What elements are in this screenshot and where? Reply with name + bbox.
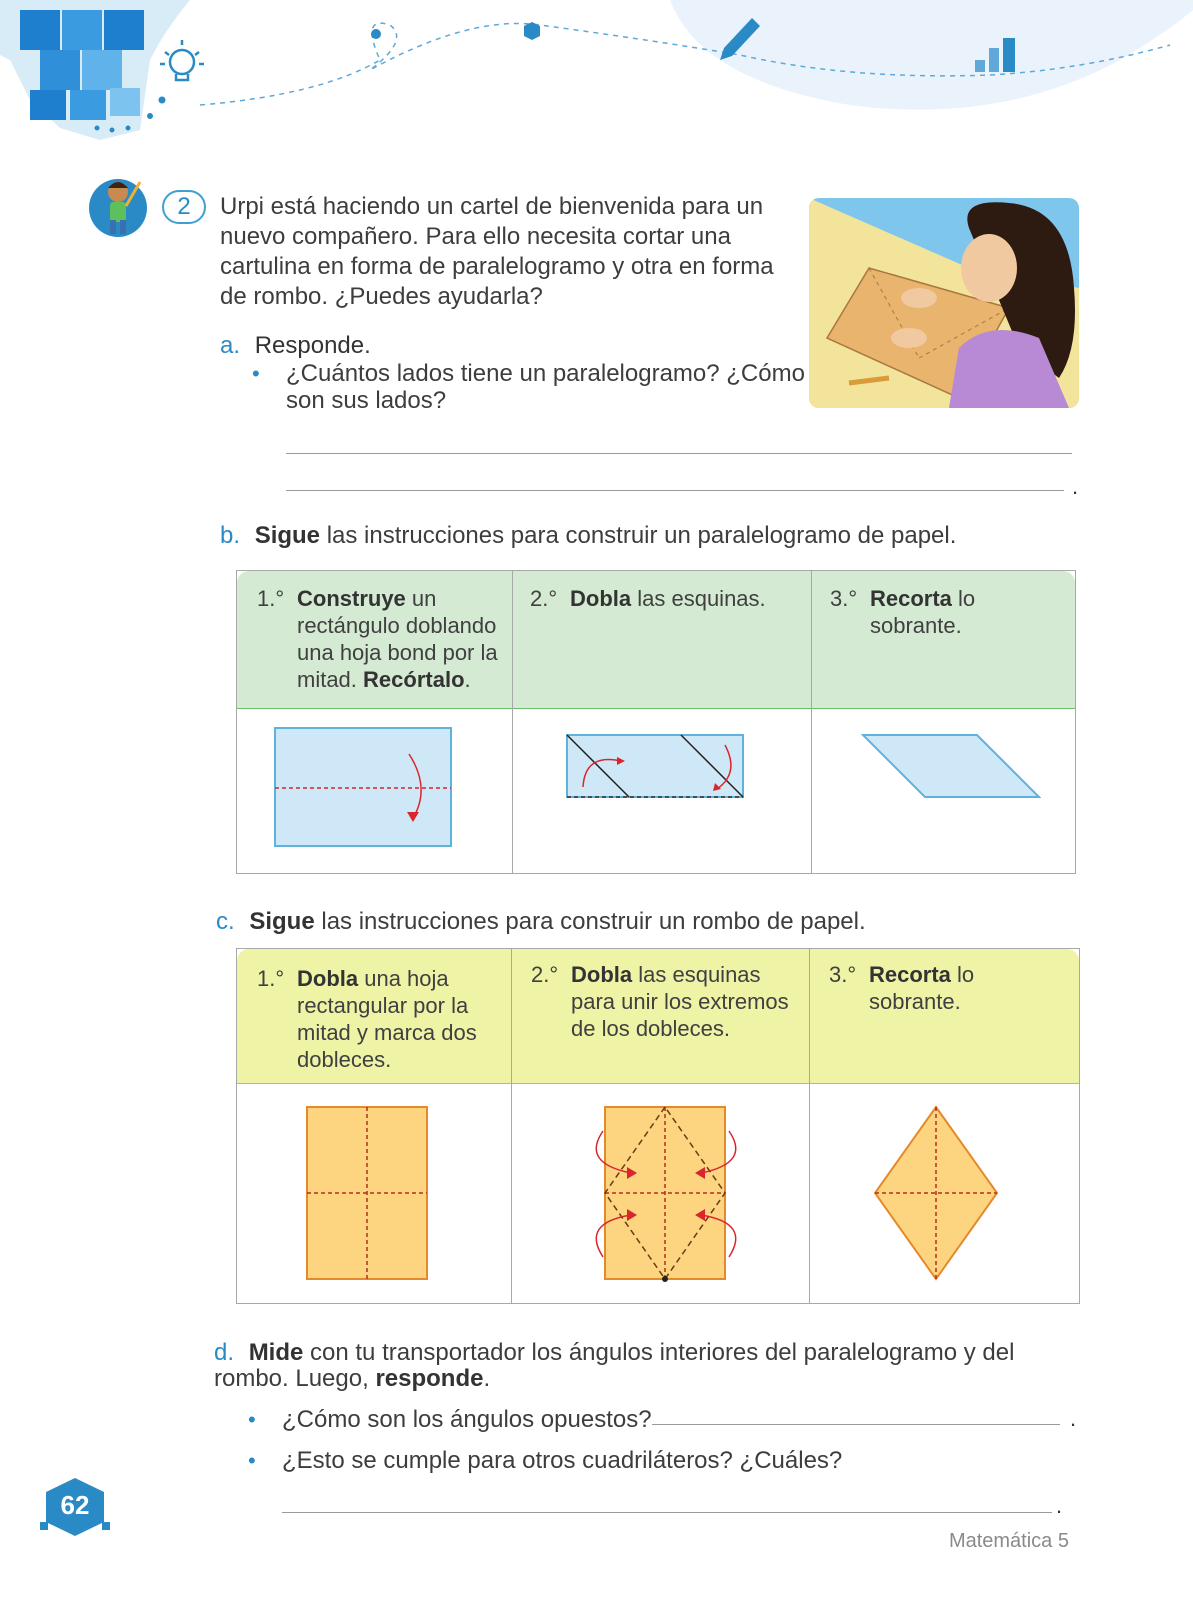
row-divider (237, 1083, 1079, 1084)
step-b1-ordinal: 1.° (257, 586, 285, 611)
answer-line-d1[interactable] (652, 1424, 1060, 1425)
step-b2-text: las esquinas. (631, 586, 766, 611)
rhombus-result-diagram (873, 1103, 999, 1283)
column-divider (811, 571, 812, 873)
step-c3-verb: Recorta (869, 962, 951, 987)
rhombus-steps-table (236, 948, 1080, 1304)
girl-folding-paper-illustration (809, 198, 1079, 408)
step-b1-verb: Construye (297, 586, 406, 611)
part-d-verb2: responde (375, 1365, 484, 1392)
step-c2-ordinal: 2.° (531, 962, 559, 987)
folded-corners-rhombus-diagram (567, 1103, 763, 1283)
bullet-icon: • (248, 1448, 256, 1473)
book-title-footer: Matemática 5 (948, 1530, 1069, 1552)
answer-period-d1: . (1070, 1406, 1077, 1431)
step-c1 (257, 965, 507, 1073)
bullet-icon: • (252, 361, 260, 386)
part-d-end: . (483, 1365, 491, 1392)
row-divider (237, 708, 1075, 709)
part-d-question-2 (248, 1447, 882, 1474)
step-c3-ordinal: 3.° (829, 962, 857, 987)
folded-sheet-diagram (305, 1105, 429, 1281)
step-c3-text: lo sobrante. (869, 962, 975, 1014)
part-d-text: con tu transportador los ángulos interiores del paralelogramo y del rombo. Luego, (214, 1339, 1015, 1392)
part-d-verb: Mide (248, 1339, 304, 1366)
step-c1-ordinal: 1.° (257, 966, 285, 991)
answer-line-a2[interactable] (286, 490, 1064, 491)
part-c-heading (216, 908, 866, 936)
folded-corners-diagram (565, 733, 747, 803)
part-b-heading (220, 522, 956, 550)
step-b3-ordinal: 3.° (830, 586, 858, 611)
step-c3 (829, 961, 1069, 1015)
answer-line-a1[interactable] (286, 453, 1072, 454)
column-divider (809, 949, 810, 1303)
parallelogram-steps-table (236, 570, 1076, 874)
step-c2 (531, 961, 801, 1042)
part-b-verb: Sigue (254, 522, 321, 549)
part-c-letter: c. (216, 908, 235, 935)
step-b2 (530, 585, 800, 612)
part-d-question-1-text: ¿Cómo son los ángulos opuestos? (282, 1406, 652, 1433)
answer-period-a: . (1072, 474, 1079, 499)
bullet-icon: • (248, 1407, 256, 1432)
part-a-question-text: ¿Cuántos lados tiene un paralelogramo? ¿Cómo son sus lados? (286, 360, 805, 414)
parallelogram-result-diagram (861, 733, 1043, 803)
part-c-text: las instrucciones para construir un rombo de papel. (314, 908, 866, 935)
answer-period-d2: . (1056, 1493, 1063, 1518)
step-c1-text: una hoja rectangular por la mitad y marca dos dobleces. (297, 966, 477, 1072)
step-b1-extra: Recórtalo (363, 667, 465, 692)
exercise-intro: Urpi está haciendo un cartel de bienvenida para un nuevo compañero. Para ello necesita cortar una cartulina en forma de paralelogramo y otra en forma de rombo. ¿Puedes ayudarla? (220, 193, 774, 310)
part-b-letter: b. (220, 522, 241, 549)
step-c1-verb: Dobla (297, 966, 359, 991)
part-d-question-2-text: ¿Esto se cumple para otros cuadriláteros? ¿Cuáles? (282, 1447, 843, 1474)
part-a-period: . (364, 332, 371, 359)
column-divider (512, 571, 513, 873)
part-a-letter: a. (220, 332, 241, 359)
step-b2-ordinal: 2.° (530, 586, 558, 611)
page-number-badge (40, 1476, 110, 1538)
step-c2-text: las esquinas para unir los extremos de los dobleces. (571, 962, 789, 1041)
step-b3-verb: Recorta (870, 586, 952, 611)
part-c-verb: Sigue (249, 908, 315, 935)
header-decoration (0, 0, 1193, 160)
part-d-heading (214, 1340, 1044, 1392)
step-b1-end: . (464, 667, 471, 692)
student-avatar (88, 170, 152, 240)
lightbulb-icon (160, 40, 204, 80)
page-number: 62 (60, 1490, 90, 1520)
part-a-verb: Responde (254, 332, 365, 359)
exercise-number-badge: 2 (162, 190, 206, 224)
answer-line-d2[interactable] (282, 1512, 1052, 1513)
step-b1 (257, 585, 507, 693)
step-b3-text: lo sobrante. (870, 586, 976, 638)
folded-rectangle-diagram (273, 726, 455, 850)
step-b2-verb: Dobla (570, 586, 632, 611)
step-b1-text: un rectángulo doblando una hoja bond por la mitad. (297, 586, 498, 692)
part-d-letter: d. (214, 1339, 235, 1366)
part-d-question-1 (248, 1406, 682, 1433)
step-b3 (830, 585, 1060, 639)
part-a-question (252, 360, 806, 414)
part-b-text: las instrucciones para construir un paralelogramo de papel. (320, 522, 957, 549)
column-divider (511, 949, 512, 1303)
part-a-heading (220, 332, 371, 360)
step-c2-verb: Dobla (571, 962, 633, 987)
